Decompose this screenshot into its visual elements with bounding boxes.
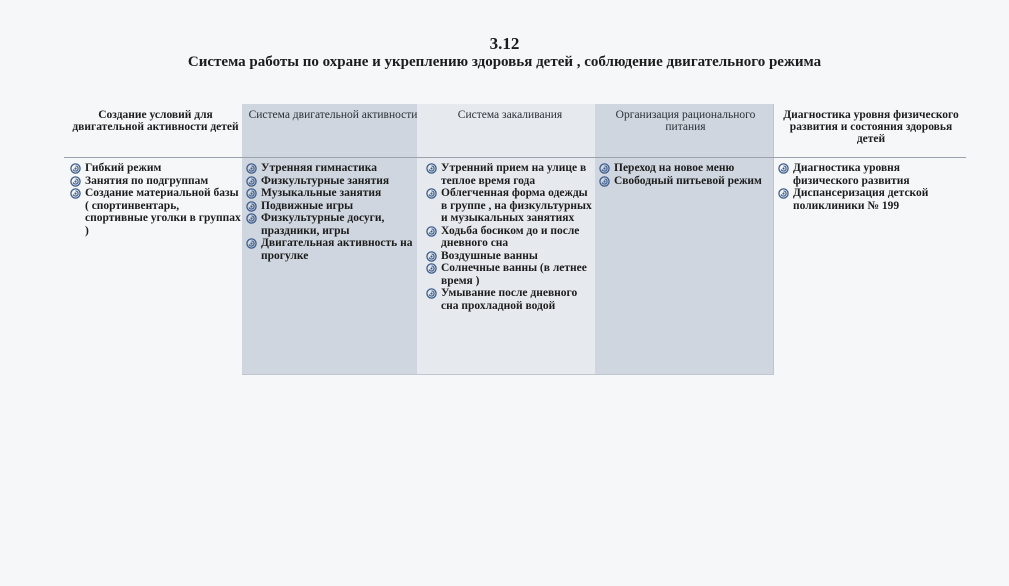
list-item-text: Утренний прием на улице в теплое время года [441, 162, 587, 187]
list-item [597, 162, 774, 175]
list-item-text: Создание материальной базы ( спортинвентарь, спортивные уголки в группах ) [85, 187, 241, 237]
list-item-text: Солнечные ванны (в летнее время ) [441, 262, 587, 287]
swirl-bullet-icon [246, 188, 257, 199]
list-item [424, 250, 596, 263]
list-item [776, 162, 966, 187]
list-item-text: Музыкальные занятия [261, 187, 382, 199]
header-divider [64, 157, 966, 158]
page-title: Система работы по охране и укреплению здоровья детей , соблюдение двигательного режима [187, 54, 822, 70]
list-nutrition [597, 162, 774, 187]
list-item-text: Свободный питьевой режим [614, 174, 762, 187]
list-item [244, 175, 422, 188]
swirl-bullet-icon [70, 176, 81, 187]
swirl-bullet-icon [426, 188, 437, 199]
list-item [424, 287, 596, 312]
list-item-text: Физкультурные досуги, праздники, игры [261, 212, 385, 237]
list-item-text: Умывание после дневного сна прохладной водой [441, 287, 578, 312]
list-item-text: Переход на новое меню [614, 162, 735, 174]
list-item [68, 187, 243, 237]
swirl-bullet-icon [70, 163, 81, 174]
swirl-bullet-icon [246, 163, 257, 174]
list-item [424, 187, 596, 225]
list-hardening [424, 162, 596, 312]
section-number: 3.12 [489, 34, 520, 53]
list-item-text: Физкультурные занятия [261, 174, 390, 187]
swirl-bullet-icon [246, 213, 257, 224]
list-item-text: Двигательная активность на прогулке [261, 237, 413, 262]
list-motor-activity [244, 162, 422, 262]
swirl-bullet-icon [246, 238, 257, 249]
list-item-text: Диспансеризация детской поликлиники № 199 [793, 187, 929, 212]
swirl-bullet-icon [426, 251, 437, 262]
swirl-bullet-icon [426, 263, 437, 274]
list-item-text: Занятия по подгруппам [85, 174, 209, 187]
swirl-bullet-icon [70, 188, 81, 199]
list-conditions [68, 162, 243, 237]
list-diagnostics [776, 162, 966, 212]
column-header-nutrition: Организация рационального питания [615, 109, 756, 133]
list-item [68, 162, 243, 175]
swirl-bullet-icon [426, 226, 437, 237]
swirl-bullet-icon [246, 176, 257, 187]
list-item-text: Подвижные игры [261, 199, 354, 212]
swirl-bullet-icon [426, 163, 437, 174]
swirl-bullet-icon [426, 288, 437, 299]
swirl-bullet-icon [778, 163, 789, 174]
list-item-text: Диагностика уровня физического развития [793, 162, 910, 187]
list-item [244, 162, 422, 175]
list-item [776, 187, 966, 212]
list-item [597, 175, 774, 188]
swirl-bullet-icon [599, 176, 610, 187]
list-item-text: Ходьба босиком до и после дневного сна [441, 224, 580, 249]
column-header-conditions: Создание условий для двигательной активности детей [72, 109, 239, 133]
column-header-diagnostics: Диагностика уровня физического развития и состояния здоровья детей [783, 109, 959, 145]
column-header-hardening: Система закаливания [457, 109, 563, 121]
list-item-text: Утренняя гимнастика [261, 162, 377, 174]
list-item [244, 200, 422, 213]
list-item [424, 262, 596, 287]
column-header-motor-activity: Система двигательной активности [248, 109, 418, 121]
list-item [244, 212, 422, 237]
swirl-bullet-icon [599, 163, 610, 174]
swirl-bullet-icon [246, 201, 257, 212]
list-item [424, 162, 596, 187]
list-item [244, 237, 422, 262]
list-item-text: Воздушные ванны [441, 249, 538, 262]
list-item [244, 187, 422, 200]
list-item-text: Гибкий режим [85, 162, 162, 174]
swirl-bullet-icon [778, 188, 789, 199]
health-system-table [64, 104, 966, 376]
list-item [424, 225, 596, 250]
list-item-text: Облегченная форма одежды в группе , на физкультурных и музыкальных занятиях [441, 187, 592, 224]
list-item [68, 175, 243, 188]
